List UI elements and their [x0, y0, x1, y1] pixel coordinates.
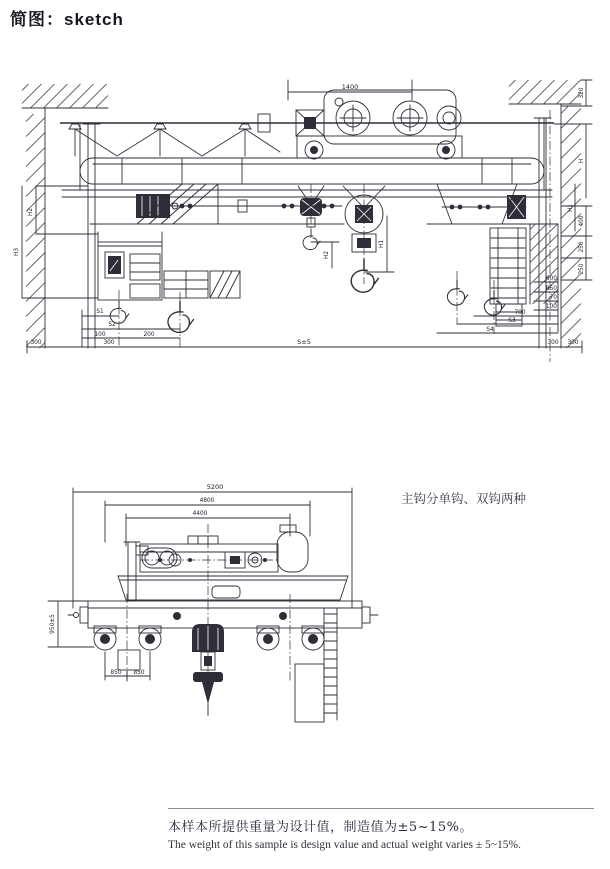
far-right-height-dims [554, 80, 592, 280]
dim-right-70: 70 [549, 295, 557, 301]
dim-left-gap-b: 200 [143, 332, 155, 338]
footer-zh: 本样本所提供重量为设计值，制造值为±5~15%。 [168, 820, 473, 835]
dim-trolley-gauge: 1400 [341, 83, 359, 91]
span-dimension [27, 338, 582, 353]
trolley [258, 80, 462, 159]
dim-right-600: 600 [545, 276, 557, 282]
page-title: 简图：sketch [10, 10, 124, 29]
right-end-truck [427, 184, 558, 334]
side-view-drawing [40, 476, 385, 751]
dim-right-rail: 300 [547, 340, 559, 346]
dim-span: S±5 [297, 338, 311, 346]
dim-overall: 5200 [206, 483, 224, 491]
side-top-dimensions [73, 483, 352, 608]
dim-right-top: 320 [579, 87, 585, 99]
right-dimension-stack [437, 276, 558, 333]
left-hook-approach [82, 290, 194, 347]
side-rail-height-dim [48, 601, 94, 647]
dim-s3: S3 [508, 318, 516, 324]
dim-right-100: 100 [545, 304, 557, 310]
side-trolley [124, 524, 308, 716]
dim-right-250a: 250 [579, 241, 585, 253]
dim-s1: S1 [96, 309, 104, 315]
dim-right-h1: H1 [568, 203, 574, 213]
dim-right-edge: 300 [567, 340, 579, 346]
side-ladder [295, 608, 337, 722]
side-girder-endbeam [68, 576, 378, 628]
dim-wheelbase-b: 850 [133, 670, 145, 676]
dim-outer: 4800 [199, 498, 215, 504]
front-elevation-drawing [12, 66, 597, 374]
dim-left-gap-a: 100 [94, 332, 106, 338]
dim-s4: S4 [486, 327, 494, 333]
dim-left-h2: H2 [28, 207, 34, 217]
dim-left-h3: H3 [14, 247, 20, 257]
dim-inner: 4400 [192, 511, 208, 517]
dim-left-edge: 300 [30, 340, 42, 346]
bridge-girder [60, 118, 554, 197]
dim-left-rail: 300 [103, 340, 115, 346]
dim-right-h: H [579, 158, 585, 164]
hook-type-note: 主钩分单钩、双钩两种 [401, 491, 527, 506]
dim-main-hook-h: H1 [379, 239, 385, 249]
dim-right-400: 400 [579, 215, 585, 227]
dim-rail-height: 950±5 [50, 614, 56, 634]
main-and-aux-hooks [298, 184, 394, 292]
dim-s2: S2 [108, 322, 116, 328]
footer-en: The weight of this sample is design value and actual weight varies ± 5~15%. [168, 839, 521, 851]
dim-right-850: 850 [545, 286, 557, 292]
dim-wheelbase-a: 850 [110, 670, 122, 676]
left-height-dimensions [14, 186, 98, 298]
footer-disclaimer [168, 808, 594, 851]
dim-right-700: 700 [514, 310, 526, 316]
dim-right-250b: 250 [579, 263, 585, 275]
dim-aux-hook-h: H2 [324, 250, 330, 260]
